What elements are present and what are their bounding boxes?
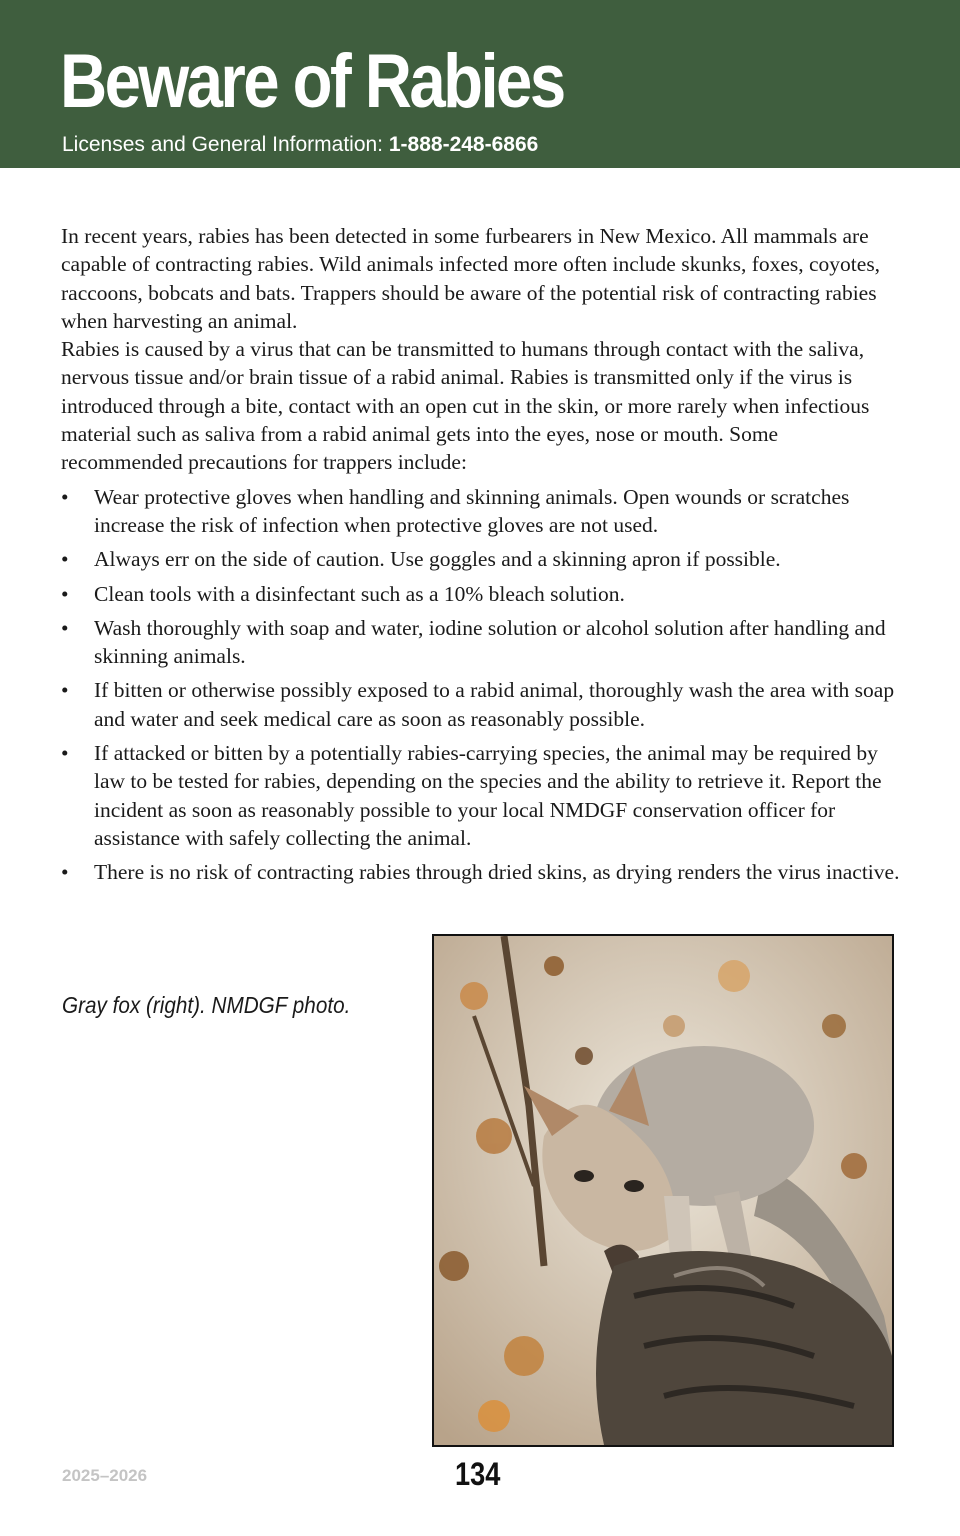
page-number: 134 bbox=[455, 1456, 501, 1492]
list-item-text: Clean tools with a disinfectant such as a 10% bleach solution. bbox=[94, 581, 625, 606]
list-item bbox=[61, 676, 903, 733]
list-item bbox=[61, 545, 903, 573]
contact-label: Licenses and General Information: bbox=[62, 133, 389, 156]
bullet: • bbox=[61, 581, 69, 606]
list-item bbox=[61, 858, 903, 886]
header-banner bbox=[0, 0, 960, 168]
fox-illustration bbox=[434, 936, 892, 1445]
list-item-text: If attacked or bitten by a potentially rabies-carrying species, the animal may be required by law to be tested for rabies, depending on the species and the ability to retrieve it. Report the incident as soon as reasonably possible to your local NMDGF conservation officer for assistance with safely collecting the animal. bbox=[94, 741, 882, 850]
list-item bbox=[61, 580, 903, 608]
contact-line bbox=[62, 133, 538, 157]
gray-fox-photo bbox=[432, 934, 894, 1447]
bullet: • bbox=[61, 484, 69, 509]
bullet: • bbox=[61, 741, 69, 766]
list-item bbox=[61, 483, 903, 540]
precautions-list bbox=[61, 483, 903, 887]
list-item-text: Wear protective gloves when handling and skinning animals. Open wounds or scratches increase the risk of infection when protective gloves are not used. bbox=[94, 484, 850, 537]
bullet: • bbox=[61, 678, 69, 703]
edition-year: 2025–2026 bbox=[62, 1466, 148, 1485]
bullet: • bbox=[61, 615, 69, 640]
list-item bbox=[61, 614, 903, 671]
list-item-text: There is no risk of contracting rabies through dried skins, as drying renders the virus inactive. bbox=[94, 860, 900, 885]
bullet: • bbox=[61, 860, 69, 885]
photo-caption: Gray fox (right). NMDGF photo. bbox=[62, 992, 351, 1018]
intro-paragraph: In recent years, rabies has been detected in some furbearers in New Mexico. All mammals are capable of contracting rabies. Wild animals infected more often include skunks, foxes, coyotes, raccoons, bobcats and bats. Trappers should be aware of the potential risk of contracting rabies when harvesting an animal. bbox=[61, 224, 881, 333]
list-item-text: If bitten or otherwise possibly exposed to a rabid animal, thoroughly wash the area with soap and water and seek medical care as soon as reasonably possible. bbox=[94, 678, 895, 731]
list-item-text: Wash thoroughly with soap and water, iodine solution or alcohol solution after handling and skinning animals. bbox=[94, 615, 886, 669]
bullet: • bbox=[61, 547, 69, 572]
page-title: Beware of Rabies bbox=[60, 39, 564, 124]
list-item-text: Always err on the side of caution. Use goggles and a skinning apron if possible. bbox=[94, 547, 781, 572]
rabies-paragraph: Rabies is caused by a virus that can be transmitted to humans through contact with the saliva, nervous tissue and/or brain tissue of a rabid animal. Rabies is transmitted only if the virus is introduced through a bite, contact with an open cut in the skin, or more rarely when infectious material such as saliva from a rabid animal gets into the eyes, nose or mouth. Some recommended precautions for trappers include: bbox=[61, 337, 870, 475]
list-item bbox=[61, 739, 903, 852]
article-body bbox=[61, 222, 903, 893]
contact-phone: 1-888-248-6866 bbox=[388, 133, 539, 156]
